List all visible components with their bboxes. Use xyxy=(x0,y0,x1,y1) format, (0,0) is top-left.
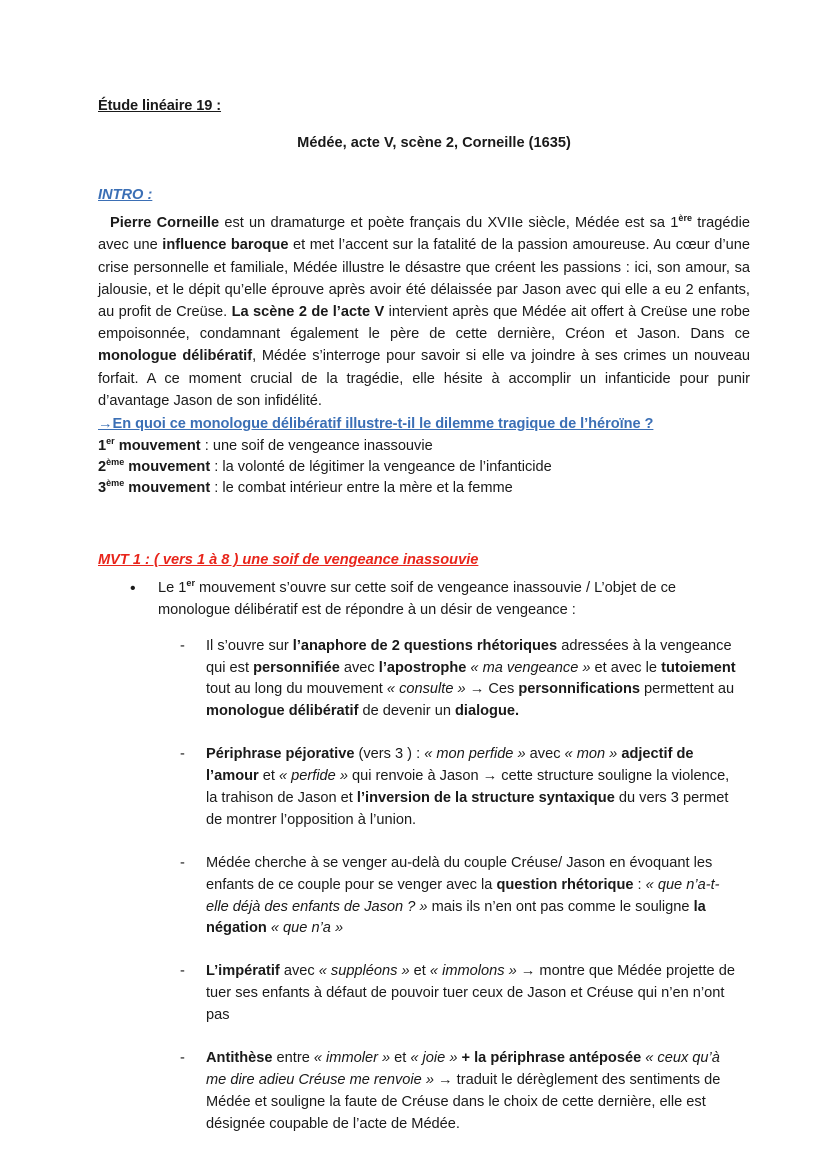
intro-paragraph: Pierre Corneille est un dramaturge et poète français du XVIIe siècle, Médée est sa 1ère tragédie avec une influence baroque et met l’accent sur la fatalité de la passion amoureuse. Au cœur d’une crise personnelle et familiale, Médée illustre le désastre que créent les passions : ici, son amour, sa jalousie, et le dépit qu’elle éprouve après avoir été délaissée par Jason avec qui elle a eu 2 enfants, au profit de Creüse. La scène 2 de l’acte V intervient après que Médée ait offert à Creüse une robe empoisonnée, condamnant également le père de cette dernière, Créon et Jason. Dans ce monologue délibératif, Médée s’interroge pour savoir si elle va joindre à ses crimes un nouveau forfait. A ce moment crucial de la tragédie, elle hésite à accomplir un infanticide pour punir d’avantage Jason de son infidélité. xyxy=(98,213,750,409)
mvt1-analysis-points xyxy=(98,636,750,1136)
list-item: - Médée cherche à se venger au-delà du couple Créuse/ Jason en évoquant les enfants de ce couple pour se venger avec la question rhétorique : « que n’a-t-elle déjà des enfants de Jason ? » mais ils n’en ont pas comme le souligne la négation « que n’a » xyxy=(98,853,750,941)
mouvement-separator: : xyxy=(200,438,213,455)
list-item: - Antithèse entre « immoler » et « joie » + la périphrase antéposée « ceux qu’à me dire adieu Créuse me renvoie » → traduit le dérèglement des sentiments de Médée et souligne la faute de Créuse dans le choix de cette dernière, elle est désignée coupable de l’acte de Médée. xyxy=(98,1048,750,1136)
mouvement-number: 2 xyxy=(98,459,107,476)
problematique-line: →En quoi ce monologue délibératif illustre-t-il le dilemme tragique de l’héroïne ? xyxy=(98,415,654,432)
document-body xyxy=(98,96,750,1136)
list-item: - Périphrase péjorative (vers 3 ) : « mon perfide » avec « mon » adjectif de l’amour et « perfide » qui renvoie à Jason → cette structure souligne la violence, la trahison de Jason et l’inversion de la structure syntaxique du vers 3 permet de montrer l’opposition à l’union. xyxy=(98,744,750,832)
mvt1-heading: MVT 1 : ( vers 1 à 8 ) une soif de vengeance inassouvie xyxy=(98,552,479,569)
mouvement-item xyxy=(98,457,750,478)
list-item: - L’impératif avec « suppléons » et « immolons » → montre que Médée projette de tuer ses enfants à défaut de pouvoir tuer ceux de Jason et Créuse qui n’en n’ont pas xyxy=(98,961,750,1027)
section-spacer xyxy=(98,498,750,550)
mouvement-separator: : xyxy=(210,459,223,476)
mouvement-label: mouvement xyxy=(128,459,211,476)
mouvement-item xyxy=(98,478,750,499)
mouvement-label: mouvement xyxy=(128,479,211,496)
mouvement-text: le combat intérieur entre la mère et la femme xyxy=(222,479,513,496)
list-item: - Il s’ouvre sur l’anaphore de 2 questions rhétoriques adressées à la vengeance qui est personnifiée avec l’apostrophe « ma vengeance » et avec le tutoiement tout au long du mouvement « consulte » → Ces personnifications permettent au monologue délibératif de devenir un dialogue. xyxy=(98,636,750,724)
work-title: Médée, acte V, scène 2, Corneille (1635) xyxy=(297,135,571,152)
mouvement-separator: : xyxy=(210,479,223,496)
mvt1-lead-bullet-list xyxy=(98,578,750,622)
mouvement-number: 3 xyxy=(98,479,107,496)
mouvement-text: une soif de vengeance inassouvie xyxy=(212,438,433,455)
intro-label: INTRO : xyxy=(98,186,153,203)
mouvement-label: mouvement xyxy=(118,438,201,455)
study-heading: Étude linéaire 19 : xyxy=(98,98,222,114)
mouvements-list xyxy=(98,436,750,498)
mouvement-text: la volonté de légitimer la vengeance de l’infanticide xyxy=(222,459,552,476)
mouvement-item xyxy=(98,436,750,457)
mouvement-ordinal: ème xyxy=(106,477,125,488)
mouvement-ordinal: ème xyxy=(106,457,125,468)
mouvement-number: 1 xyxy=(98,438,107,455)
list-item: • Le 1er mouvement s’ouvre sur cette soif de vengeance inassouvie / L’objet de ce monologue délibératif est de répondre à un désir de vengeance : xyxy=(98,578,750,622)
mouvement-ordinal: er xyxy=(106,436,115,447)
